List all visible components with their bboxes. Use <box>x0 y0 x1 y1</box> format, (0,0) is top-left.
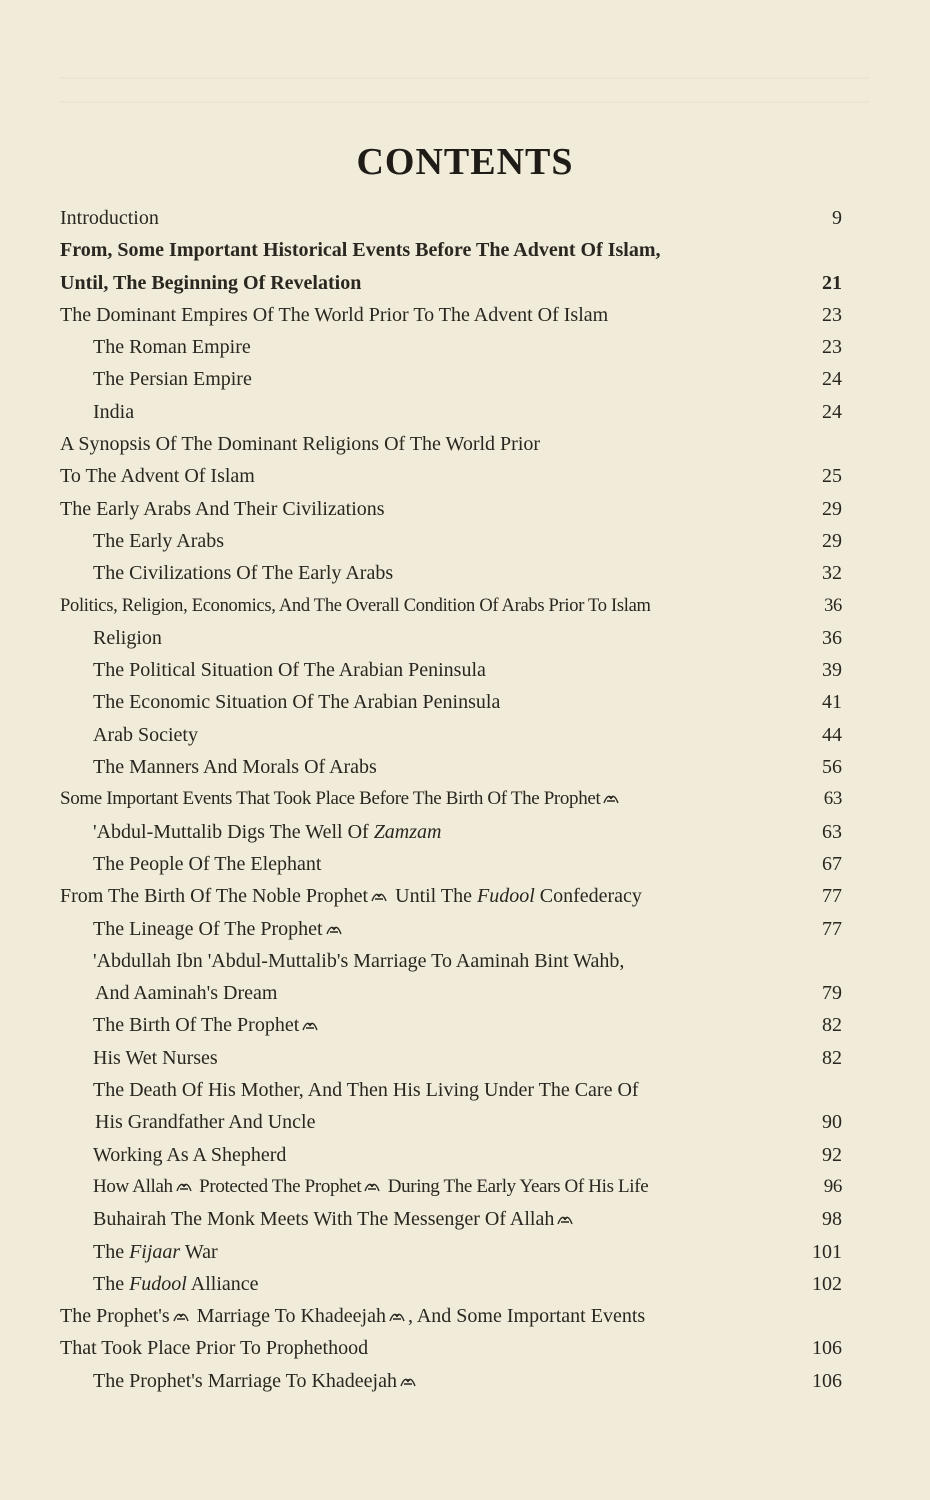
entry-title <box>93 1203 576 1235</box>
toc-entry[interactable] <box>60 493 850 525</box>
page-number: 36 <box>824 595 842 616</box>
toc-line <box>60 428 850 460</box>
salutation-glyph-icon <box>557 1213 573 1227</box>
entry-text: India <box>93 400 135 423</box>
toc-line <box>60 1236 850 1268</box>
entry-title <box>60 428 540 460</box>
page-number: 56 <box>822 756 842 779</box>
toc-entry[interactable] <box>60 1236 850 1268</box>
toc-entry[interactable] <box>60 1268 850 1300</box>
toc-entry[interactable] <box>60 1139 850 1171</box>
toc-line <box>60 977 850 1009</box>
entry-text-part: Marriage To Khadeejah <box>191 1305 386 1328</box>
toc-line <box>60 1171 850 1203</box>
entry-text: Introduction <box>60 207 159 229</box>
entry-text: The Lineage Of The Prophet <box>93 917 323 940</box>
entry-text: 'Abdul-Muttalib Digs The Well Of <box>93 820 369 843</box>
toc-entry[interactable] <box>60 590 850 622</box>
entry-text: A Synopsis Of The Dominant Religions Of The World Prior <box>60 433 541 456</box>
entry-text-part: Confederacy <box>534 885 642 908</box>
toc-line <box>60 202 850 234</box>
toc-entry[interactable] <box>60 525 850 557</box>
entry-text: The Early Arabs <box>93 529 225 552</box>
page-number: 21 <box>822 271 842 294</box>
page-number: 44 <box>822 723 842 746</box>
page-number: 23 <box>822 336 842 359</box>
entry-text-part: That Took Place Prior To Prophethood <box>60 1337 369 1360</box>
toc-entry[interactable] <box>60 719 850 751</box>
toc-line <box>60 1106 850 1138</box>
page-number: 106 <box>812 1337 842 1360</box>
toc-entry[interactable] <box>60 1300 850 1365</box>
entry-text-part: From The Birth Of The Noble Prophet <box>60 885 369 908</box>
entry-text: The Dominant Empires Of The World Prior To The Advent Of Islam <box>60 303 609 326</box>
toc-line <box>60 590 850 622</box>
salutation-glyph-icon <box>173 1310 189 1324</box>
page-number: 29 <box>822 497 842 520</box>
toc-line <box>60 1332 850 1364</box>
entry-title <box>93 751 377 783</box>
entry-title <box>95 1106 316 1138</box>
toc-line <box>60 1074 850 1106</box>
page-number: 39 <box>822 659 842 682</box>
toc-entry[interactable] <box>60 848 850 880</box>
entry-title <box>93 1365 419 1397</box>
toc-line <box>60 331 850 363</box>
toc-entry[interactable] <box>60 557 850 589</box>
toc-entry[interactable] <box>60 751 850 783</box>
toc-line <box>60 1009 850 1041</box>
page-number: 41 <box>822 691 842 714</box>
entry-title <box>60 202 159 234</box>
toc-line <box>60 299 850 331</box>
toc-line <box>60 1139 850 1171</box>
entry-text: Working As A Shepherd <box>93 1143 287 1166</box>
toc-line <box>60 622 850 654</box>
entry-title <box>93 396 134 428</box>
page-number: 63 <box>823 788 842 810</box>
entry-text-part: The <box>93 1272 130 1295</box>
toc-line <box>60 913 850 945</box>
entry-title <box>60 460 255 492</box>
salutation-glyph-icon <box>603 792 619 806</box>
page-number: 79 <box>822 982 842 1005</box>
entry-title <box>93 1236 218 1268</box>
entry-text: Politics, Religion, Economics, And The Overall Condition Of Arabs Prior To Islam <box>60 595 651 616</box>
page-number: 25 <box>822 465 842 488</box>
entry-text: The Birth Of The Prophet <box>93 1014 300 1037</box>
toc-line <box>60 880 850 912</box>
entry-text: The Civilizations Of The Early Arabs <box>93 562 394 585</box>
toc-line <box>60 783 850 815</box>
toc-line <box>60 363 850 395</box>
entry-text-part: The <box>93 1240 130 1263</box>
entry-text: His Wet Nurses <box>93 1046 218 1069</box>
entry-title <box>60 880 642 912</box>
entry-text: The People Of The Elephant <box>93 852 322 875</box>
entry-title <box>93 913 345 945</box>
page-number: 82 <box>822 1046 842 1069</box>
entry-title <box>60 1300 645 1332</box>
entry-title <box>93 848 321 880</box>
toc-entry[interactable] <box>60 913 850 945</box>
toc-line <box>60 654 850 686</box>
page-number: 106 <box>812 1369 842 1392</box>
toc-line <box>60 460 850 492</box>
salutation-glyph-icon <box>176 1180 192 1194</box>
entry-title <box>93 1042 218 1074</box>
toc-line <box>60 686 850 718</box>
entry-text: Until, The Beginning Of Revelation <box>60 271 362 294</box>
page-number: 9 <box>832 207 842 229</box>
entry-title <box>60 299 608 331</box>
page-number: 67 <box>822 852 842 875</box>
salutation-glyph-icon <box>364 1180 380 1194</box>
toc-line <box>60 267 850 299</box>
toc-entry[interactable] <box>60 1074 850 1139</box>
toc-entry[interactable] <box>60 1042 850 1074</box>
page-number: 36 <box>822 626 842 649</box>
entry-title <box>60 234 661 266</box>
entry-text-part: Alliance <box>186 1272 259 1295</box>
entry-text-part: Protected The Prophet <box>194 1175 362 1197</box>
toc-entry[interactable] <box>60 1203 850 1235</box>
bleed-through-text <box>60 55 870 115</box>
page-number: 23 <box>822 303 842 326</box>
toc-entry[interactable] <box>60 880 850 912</box>
italic-term: Fijaar <box>129 1240 181 1263</box>
entry-title <box>93 945 624 977</box>
toc-line <box>60 848 850 880</box>
toc-line <box>60 234 850 266</box>
entry-text: The Economic Situation Of The Arabian Peninsula <box>93 691 501 714</box>
entry-text-part: War <box>180 1240 218 1263</box>
entry-title <box>60 1332 368 1364</box>
italic-term: Fudool <box>476 885 535 908</box>
page-number: 98 <box>822 1208 842 1231</box>
entry-title <box>93 1268 259 1300</box>
salutation-glyph-icon <box>389 1310 405 1324</box>
entry-text: Some Important Events That Took Place Before The Birth Of The Prophet <box>60 788 601 810</box>
entry-title <box>93 331 251 363</box>
salutation-glyph-icon <box>326 923 342 937</box>
entry-title <box>93 719 198 751</box>
entry-text: The Persian Empire <box>93 368 252 391</box>
toc-line <box>60 525 850 557</box>
entry-title <box>93 1074 639 1106</box>
toc-entry[interactable] <box>60 234 850 299</box>
entry-text-part: The Prophet's <box>60 1305 170 1328</box>
toc-line <box>60 751 850 783</box>
entry-text-part: Until The <box>390 885 477 908</box>
toc-entry[interactable] <box>60 331 850 363</box>
entry-text-part: How Allah <box>93 1175 173 1197</box>
page-number: 92 <box>822 1143 842 1166</box>
entry-text: The Political Situation Of The Arabian Peninsula <box>93 659 486 682</box>
toc-entry[interactable] <box>60 1171 850 1203</box>
entry-text-part: During The Early Years Of His Life <box>383 1175 649 1197</box>
toc-entry[interactable] <box>60 816 850 848</box>
entry-title <box>95 977 277 1009</box>
entry-title <box>60 590 651 622</box>
table-of-contents <box>60 202 850 1397</box>
entry-text: And Aaminah's Dream <box>95 982 278 1005</box>
entry-text: The Death Of His Mother, And Then His Living Under The Care Of <box>93 1079 639 1102</box>
entry-text: The Manners And Morals Of Arabs <box>93 756 377 779</box>
toc-entry[interactable] <box>60 1365 850 1397</box>
entry-text: Religion <box>93 626 162 649</box>
page-number: 77 <box>822 885 842 908</box>
toc-entry[interactable] <box>60 202 850 234</box>
page-title: CONTENTS <box>356 141 574 183</box>
toc-entry[interactable] <box>60 622 850 654</box>
toc-line <box>60 1203 850 1235</box>
italic-term: Zamzam <box>373 820 442 843</box>
toc-line <box>60 1365 850 1397</box>
toc-entry[interactable] <box>60 945 850 1010</box>
page-number: 29 <box>822 529 842 552</box>
salutation-glyph-icon <box>400 1375 416 1389</box>
salutation-glyph-icon <box>302 1019 318 1033</box>
page-number: 24 <box>822 368 842 391</box>
entry-text: The Prophet's Marriage To Khadeejah <box>93 1369 397 1392</box>
toc-line <box>60 1042 850 1074</box>
page-number: 77 <box>822 917 842 940</box>
entry-text: To The Advent Of Islam <box>60 465 255 488</box>
page-number: 101 <box>812 1240 842 1263</box>
entry-text: Buhairah The Monk Meets With The Messenger Of Allah <box>93 1208 555 1231</box>
toc-line <box>60 719 850 751</box>
entry-text: Arab Society <box>93 723 198 746</box>
page-number: 82 <box>822 1014 842 1037</box>
entry-title <box>93 816 441 848</box>
entry-title <box>60 493 385 525</box>
page-number: 24 <box>822 400 842 423</box>
toc-entry[interactable] <box>60 1009 850 1041</box>
toc-line <box>60 816 850 848</box>
toc-entry[interactable] <box>60 363 850 395</box>
entry-text: From, Some Important Historical Events Before The Advent Of Islam, <box>60 239 661 262</box>
entry-text: The Early Arabs And Their Civilizations <box>60 497 385 520</box>
entry-text-part: , And Some Important Events <box>407 1305 646 1328</box>
entry-text: 'Abdullah Ibn 'Abdul-Muttalib's Marriage To Aaminah Bint Wahb, <box>93 949 625 972</box>
entry-title <box>93 525 224 557</box>
toc-entry[interactable] <box>60 428 850 493</box>
toc-line <box>60 945 850 977</box>
entry-title <box>93 686 500 718</box>
page-number: 96 <box>823 1175 842 1197</box>
entry-text: The Roman Empire <box>93 336 251 359</box>
toc-line <box>60 1268 850 1300</box>
toc-line <box>60 557 850 589</box>
toc-entry[interactable] <box>60 299 850 331</box>
entry-title <box>93 1009 321 1041</box>
toc-entry[interactable] <box>60 396 850 428</box>
page-number: 63 <box>822 820 842 843</box>
toc-line <box>60 493 850 525</box>
toc-entry[interactable] <box>60 783 850 815</box>
entry-title <box>60 783 622 815</box>
entry-title <box>93 1139 286 1171</box>
page-number: 102 <box>812 1272 842 1295</box>
entry-title <box>93 557 393 589</box>
toc-entry[interactable] <box>60 686 850 718</box>
entry-title <box>93 654 486 686</box>
page-number: 32 <box>822 562 842 585</box>
toc-line <box>60 396 850 428</box>
italic-term: Fudool <box>129 1272 187 1295</box>
entry-title <box>93 622 162 654</box>
salutation-glyph-icon <box>371 890 387 904</box>
entry-text: His Grandfather And Uncle <box>95 1111 316 1134</box>
toc-line <box>60 1300 850 1332</box>
entry-title <box>93 363 252 395</box>
toc-entry[interactable] <box>60 654 850 686</box>
entry-title <box>60 267 361 299</box>
page-number: 90 <box>822 1111 842 1134</box>
entry-title <box>93 1171 648 1203</box>
